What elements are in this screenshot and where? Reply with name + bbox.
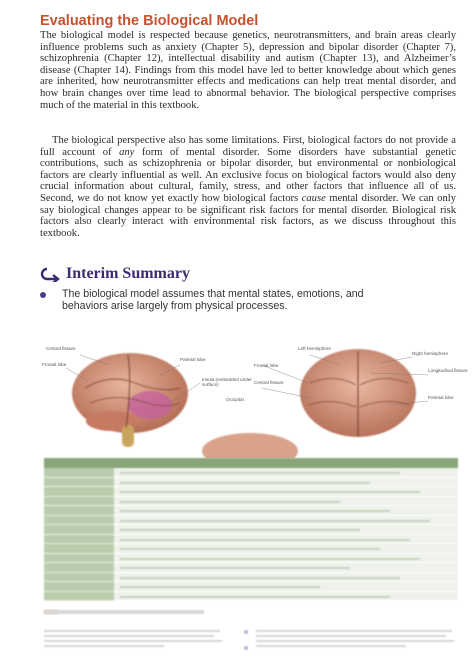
table-row <box>44 478 458 488</box>
emphasis-any: any <box>119 146 135 158</box>
figure-caption <box>44 610 204 614</box>
body-paragraph-2 <box>40 135 456 239</box>
paragraph-2-part-c: mental disorder. We can only say biological changes appear to be significant risk factors for mental disorder. Biological risk factors also clearly interact with environmental risk factors, as we discuss throughout this textbook. <box>40 192 456 239</box>
interim-bullet <box>40 288 458 312</box>
label-frontal-lobe-left: Frontal lobe <box>42 362 67 367</box>
brain-illustration <box>40 343 460 458</box>
footnote-right <box>256 630 456 650</box>
curved-arrow-icon <box>38 266 60 282</box>
table-row <box>44 525 458 535</box>
table-row <box>44 582 458 592</box>
table-row <box>44 487 458 497</box>
table-row <box>44 497 458 507</box>
paragraph-2-part-b: form of mental disorder. Some disorders have substantial genetic contributions, such as schizophrenia or bipolar disorder, but environmental or nonbiological factors are clearly influential as well. An exclusive focus on biological factors would also deny crucial information about cultural, family, stress, and other factors that influence all of us. Second, we do not know yet exactly how biological factors <box>40 146 456 204</box>
interim-summary-header <box>38 265 458 283</box>
interim-summary <box>38 265 458 312</box>
interim-summary-title: Interim Summary <box>66 265 190 282</box>
interim-bullet-text: The biological model assumes that mental states, emotions, and behaviors arise largely from physical processes. <box>62 288 364 312</box>
paragraph-2-part-a: The biological perspective also has some limitations. First, biological factors do not provide a full account of <box>40 135 456 158</box>
emphasis-cause: cause <box>301 192 326 204</box>
label-parietal-lobe-right: Parietal lobe <box>428 395 454 400</box>
label-central-fissure-right: Central fissure <box>254 380 284 385</box>
section-title: Evaluating the Biological Model <box>40 13 259 29</box>
table-row <box>44 573 458 583</box>
label-insula: Insula (embedded under surface) <box>202 377 252 387</box>
brain-areas-table <box>44 458 458 608</box>
table-header <box>44 458 458 468</box>
label-right-hemisphere: Right hemisphere <box>412 351 449 356</box>
table-row <box>44 544 458 554</box>
label-frontal-lobe-right: Frontal lobe <box>254 363 279 368</box>
label-left-hemisphere: Left hemisphere <box>298 346 331 351</box>
table-row <box>44 516 458 526</box>
table-row <box>44 506 458 516</box>
table-row <box>44 554 458 564</box>
label-longitudinal-fissure: Longitudinal fissure <box>428 368 468 373</box>
bullet-icon <box>40 292 46 298</box>
footnote-bullet-icon <box>244 646 248 650</box>
table-row <box>44 468 458 478</box>
label-occipital: Occipital <box>226 397 244 402</box>
label-central-fissure: Central fissure <box>46 346 76 351</box>
footnote-left <box>44 630 224 650</box>
table-row <box>44 592 458 602</box>
table-row <box>44 535 458 545</box>
table-row <box>44 563 458 573</box>
label-parietal-lobe-left: Parietal lobe <box>180 357 206 362</box>
footnote-bullet-icon <box>244 630 248 634</box>
body-paragraph-1: The biological model is respected because genetics, neurotransmitters, and brain areas clearly influence problems such as anxiety (Chapter 5), depression and bipolar disorder (Chapter 7), schizophrenia (Chapter 12), intellectual disability and autism (Chapter 13), and Alzheimer’s disease (Chapter 14). Findings from this model have led to better knowledge about which genes are inherited, how neurotransmitter effects and medications can help treat mental disorder, and how brain changes over time lead to abnormal behavior. The biological perspective comprises much of the material in this textbook. <box>40 30 456 111</box>
